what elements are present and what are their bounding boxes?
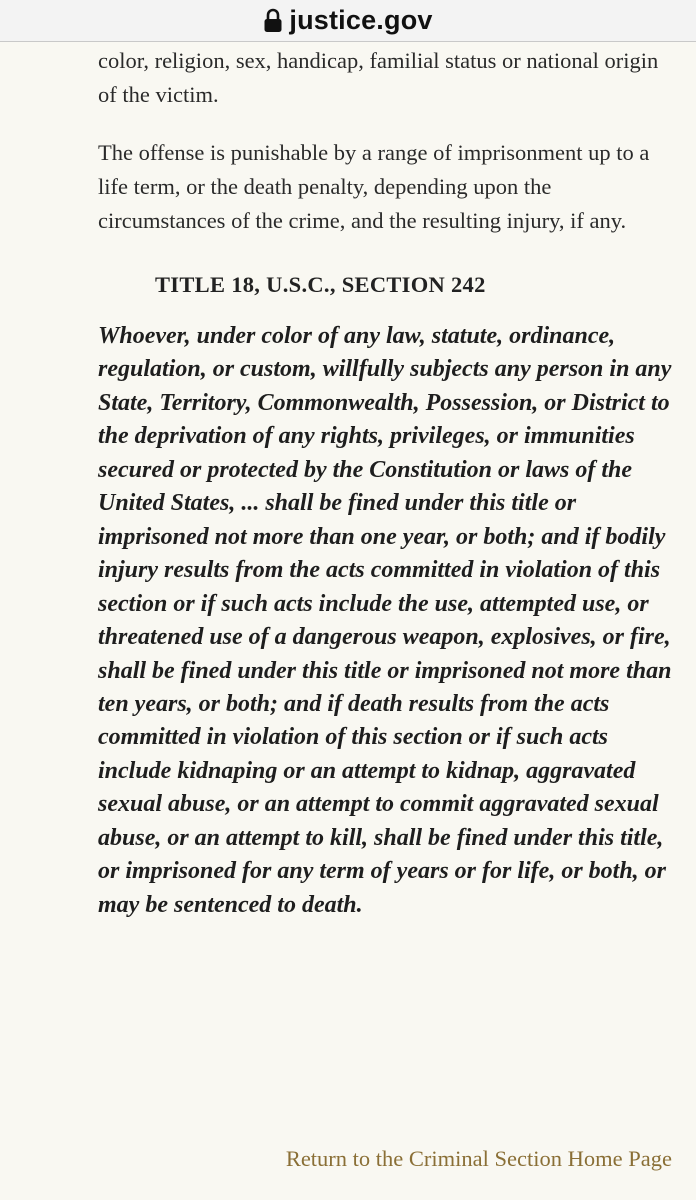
section-title: TITLE 18, U.S.C., SECTION 242 — [155, 272, 486, 297]
paragraph-punishment: The offense is punishable by a range of imprisonment up to a life term, or the death penalty, depending upon the circumstances of the crime, and the resulting injury, if any. — [98, 140, 650, 233]
domain-label: justice.gov — [289, 5, 433, 35]
page-content — [98, 44, 673, 922]
paragraph-victim-attributes: color, religion, sex, handicap, familial status or national origin of the victim. — [98, 48, 659, 107]
return-home-link[interactable]: Return to the Criminal Section Home Page — [285, 1146, 672, 1171]
statute-text: Whoever, under color of any law, statute, ordinance, regulation, or custom, willfully subjects any person in any State, Territory, Commonwealth, Possession, or District to the deprivation of any rights, privileges, or immunities secured or protected by the Constitution or laws of the United States, ... shall be fined under this title or imprisoned not more than one year, or both; and if bodily injury results from the acts committed in violation of this section or if such acts include the use, attempted use, or threatened use of a dangerous weapon, explosives, or fire, shall be fined under this title or imprisoned not more than ten years, or both; and if death results from the acts committed in violation of this section or if such acts include kidnaping or an attempt to kidnap, aggravated sexual abuse, or an attempt to commit aggravated sexual abuse, or an attempt to kill, shall be fined under this title, or imprisoned for any term of years or for life, or both, or may be sentenced to death. — [98, 323, 672, 918]
lock-icon — [263, 8, 283, 34]
address-bar[interactable] — [0, 0, 696, 42]
